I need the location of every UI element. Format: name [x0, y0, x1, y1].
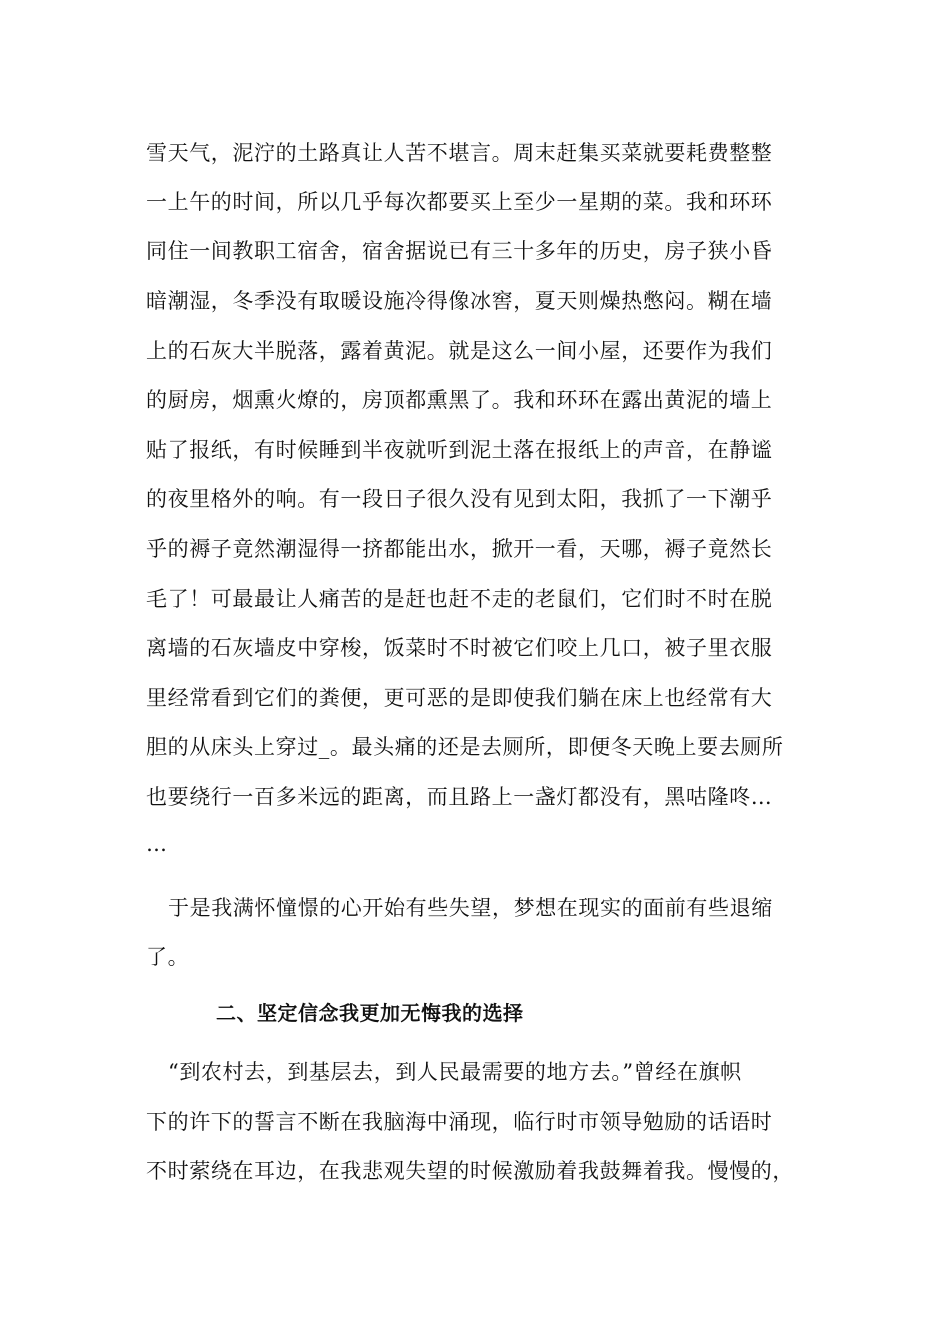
- paragraph-line: 下的许下的誓言不断在我脑海中涌现，临行时市领导勉励的话语时: [146, 1110, 773, 1134]
- paragraph-line: 贴了报纸，有时候睡到半夜就听到泥土落在报纸上的声音，在静谧: [146, 438, 773, 462]
- paragraph-line: 一上午的时间，所以几乎每次都要买上至少一星期的菜。我和环环: [146, 190, 773, 214]
- paragraph-line: 暗潮湿，冬季没有取暖设施冷得像冰窖，夏天则燥热憋闷。糊在墙: [146, 289, 773, 313]
- paragraph-line: 的夜里格外的响。有一段日子很久没有见到太阳，我抓了一下潮乎: [146, 487, 773, 511]
- paragraph-line: 离墙的石灰墙皮中穿梭，饭菜时不时被它们咬上几口，被子里衣服: [146, 636, 773, 660]
- paragraph-line: 了。: [146, 945, 190, 969]
- paragraph-line: 也要绕行一百多米远的距离，而且路上一盏灯都没有，黑咕隆咚…: [146, 785, 773, 809]
- paragraph-line: 不时萦绕在耳边，在我悲观失望的时候激励着我鼓舞着我。慢慢的，: [146, 1159, 794, 1183]
- paragraph-line: 乎的褥子竟然潮湿得一挤都能出水，掀开一看，天哪，褥子竟然长: [146, 537, 773, 561]
- paragraph-line: …: [146, 832, 168, 856]
- section-heading: 二、坚定信念我更加无悔我的选择: [216, 1001, 524, 1025]
- paragraph-line: 胆的从床头上穿过_。最头痛的还是去厕所，即便冬天晚上要去厕所: [146, 735, 784, 759]
- paragraph-line: 上的石灰大半脱落，露着黄泥。就是这么一间小屋，还要作为我们: [146, 339, 773, 363]
- paragraph-line: 毛了！可最最让人痛苦的是赶也赶不走的老鼠们，它们时不时在脱: [146, 587, 773, 611]
- paragraph-line: 雪天气，泥泞的土路真让人苦不堪言。周末赶集买菜就要耗费整整: [146, 141, 773, 165]
- paragraph-line: 的厨房，烟熏火燎的，房顶都熏黑了。我和环环在露出黄泥的墙上: [146, 388, 773, 412]
- paragraph-line: 于是我满怀憧憬的心开始有些失望，梦想在现实的面前有些退缩: [168, 896, 773, 920]
- paragraph-line: 同住一间教职工宿舍，宿舍据说已有三十多年的历史，房子狭小昏: [146, 239, 773, 263]
- paragraph-line: 里经常看到它们的粪便，更可恶的是即使我们躺在床上也经常有大: [146, 686, 773, 710]
- paragraph-line: “到农村去，到基层去，到人民最需要的地方去。”曾经在旗帜: [168, 1060, 742, 1084]
